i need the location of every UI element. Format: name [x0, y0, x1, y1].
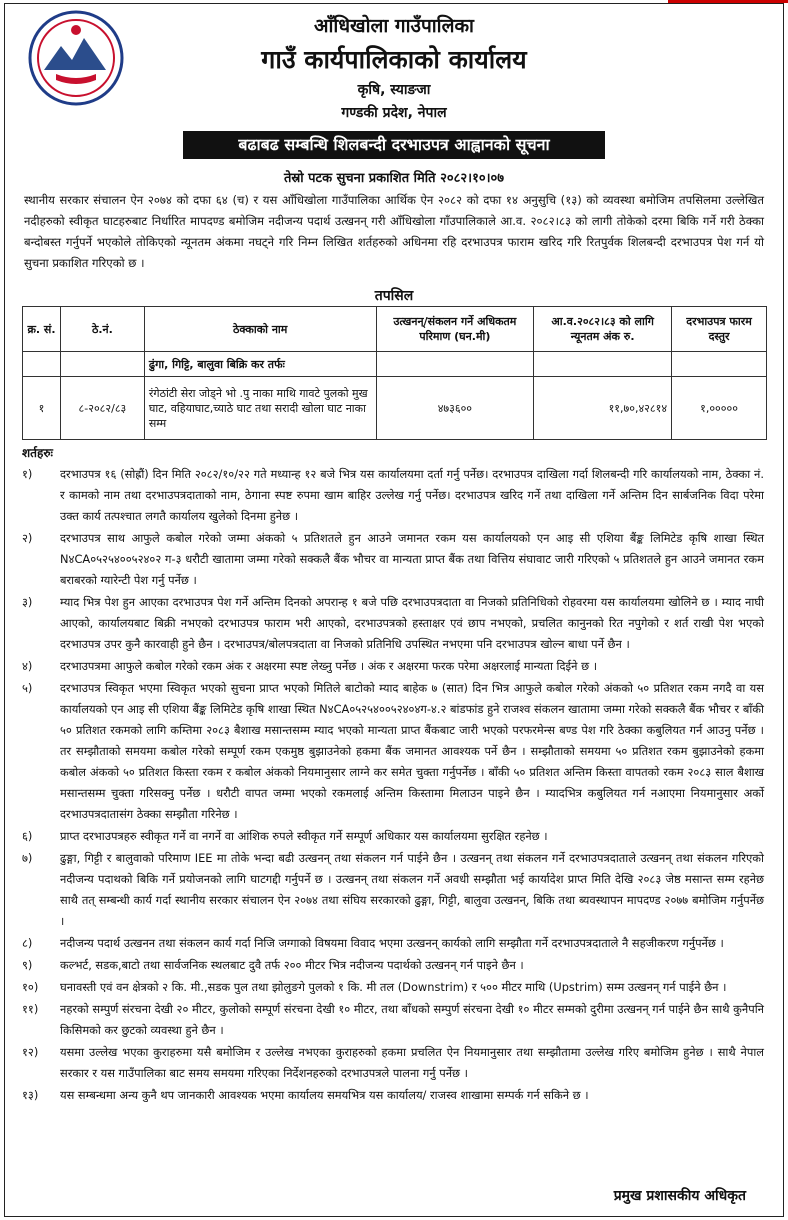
cell-max-quantity: ४७३६०० [376, 377, 534, 440]
header-form-fee: दरभाउपत्र फारम दस्तुर [672, 307, 767, 352]
term-text: दरभाउपत्रमा आफुले कबोल गरेको रकम अंक र अक्षरमा स्पष्ट लेख्नु पर्नेछ । अंक र अक्षरमा फरक परेमा अक्षरलाई मान्यता दिईने छ । [60, 659, 598, 673]
term-text: दरभाउपत्र १६ (सोह्रौं) दिन मिति २०८२/१०/२२ गते मध्यान्ह १२ बजे भित्र यस कार्यालयमा दर्ता गर्नु पर्नेछ। दरभाउपत्र दाखिला गर्दा शिलबन्दी गरि कार्यालयको नाम, ठेक्का नं. र कामको नाम तथा दरभाउपत्रदाताको नाम, ठेगाना स्पष्ट रुपमा खाम बाहिर उल्लेख गर्नु पर्नेछ। दरभाउपत्र खरिद गर्ने तथा दाखिला गर्ने अन्तिम दिन सार्बजनिक विदा परेमा उक्त कार्य तत्पश्चात लगतै कार्यालय खुलेको दिनमा हुनेछ । [60, 467, 764, 523]
term-item [22, 977, 764, 998]
term-text: यसमा उल्लेख भएका कुराहरुमा यसै बमोजिम र उल्लेख नभएका कुराहरुको हकमा प्रचलित ऐन नियमानुसार तथा सम्झौतामा उल्लेख गरिए बमोजिम हुनेछ । साथै नेपाल सरकार र यस गाउँपालिका बाट समय समयमा गरिएका निर्देशनहरुको दरभाउपत्रले पालना गर्नु पर्नेछ । [60, 1045, 764, 1080]
term-number: ८) [22, 936, 33, 950]
province-name: गण्डकी प्रदेश, नेपाल [341, 105, 447, 121]
term-item [22, 678, 764, 825]
office-name: गाउँ कार्यपालिकाको कार्यालय [261, 45, 527, 74]
term-number: ७) [22, 851, 33, 865]
table-row [23, 377, 767, 440]
term-text: म्याद भित्र पेश हुन आएका दरभाउपत्र पेश गर्ने अन्तिम दिनको अपरान्ह १ बजे पछि दरभाउपत्रदाता वा निजको प्रतिनिधिको रोहवरमा यस कार्यालयमा खोलिने छ । म्याद नाघी आएको, कार्यालयबाट बिक्री नभएको दरभाउपत्र फाराम भरी आएको, दरभाउपत्रको हस्ताक्षर एवं छाप नभएको, प्रचलित कानुनको रित नपुगेको र शर्त राखी पेश भएको दरभाउपत्र उपर कुनै कारवाही हुने छैन । दरभाउपत्र/बोलपत्रदाता वा निजको प्रतिनिधि उपस्थित नभएमा पनि दरभाउपत्र खोल्न बाधा पर्ने छैन । [60, 595, 764, 651]
term-text: यस सम्बन्धमा अन्य कुनै थप जानकारी आवश्यक भएमा कार्यालय समयभित्र यस कार्यालय/ राजस्व शाखामा सम्पर्क गर्न सकिने छ । [60, 1088, 589, 1102]
terms-heading: शर्तहरुः [22, 446, 53, 460]
term-item [22, 826, 764, 847]
header-min-amount: आ.व.२०८२।८३ को लागि न्यूनतम अंक रु. [534, 307, 672, 352]
term-number: ४) [22, 659, 33, 673]
term-number: २) [22, 531, 33, 545]
cell-contract-name: रंगेठांटी सेरा जोड्ने भो .पु नाका माथि गावटे पुलको मुख घाट, वहियाघाट,च्याठे घाट तथा सरादी खोला घाट नाका सम्म [144, 377, 376, 440]
term-number: १) [22, 467, 33, 481]
term-item [22, 464, 764, 527]
header-contract-name: ठेक्काको नाम [144, 307, 376, 352]
cell-contract-no: ८-२०८२/८३ [60, 377, 144, 440]
signatory-title: प्रमुख प्रशासकीय अधिकृत [613, 1188, 746, 1204]
table-title: तपसिल [374, 288, 414, 304]
term-text: नदीजन्य पदार्थ उत्खनन तथा संकलन कार्य गर्दा निजि जग्गाको विषयमा विवाद भएमा उत्खनन् कार्यको लागि सम्झौता गर्ने दरभाउपत्रदाताले नै सहजीकरण गर्नुपर्नेछ । [60, 936, 724, 950]
term-text: ढुङ्गा, गिट्टी र बालुवाको परिमाण IEE मा तोके भन्दा बढी उत्खनन् तथा संकलन गर्न पाईने छैन । उत्खनन् तथा संकलन गर्ने दरभाउपत्रदाताले उत्खनन् तथा संकलन गरिएको नदीजन्य पदाथको बिकि गर्ने प्रयोजनको लागि घाटगद्दी गर्नुपर्ने छ । उत्खनन् तथा संकलन गर्ने अवधी सम्झौता भई कार्यादेश प्राप्त मिति देखि २०८३ जेष्ठ मसान्त सम्म रहनेछ साथै तत् सम्बन्धी कार्य गर्दा स्थानीय सरकार संचालन ऐन २०७४ तथा संघिय सरकारको ढुङ्गा, गिट्टी, बालुवा उत्खनन्, बिकि तथा ब्यवस्थापन मापदण्ड २०७७ बमोजिम गर्नुपर्नेछ । [60, 851, 764, 928]
term-item [22, 933, 764, 954]
table-header-row [23, 307, 767, 352]
term-text: नहरको सम्पुर्ण संरचना देखी २० मीटर, कुलोको सम्पूर्ण संरचना देखी १० मीटर, तथा बाँधको सम्पुर्ण संरचना देखी १० मीटर सम्मको दुरीमा उत्खनन् गर्न पाईने छैन साथै कुनैपनि किसिमको कर छुटको व्यवस्था हुने छैन । [60, 1002, 764, 1037]
term-number: ९) [22, 958, 33, 972]
term-text: दरभाउपत्र स्विकृत भएमा स्विकृत भएको सुचना प्राप्त भएको मितिले बाटोको म्याद बाहेक ७ (सात) दिन भित्र आफुले कबोल गरेको अंकको ५० प्रतिशत रकम नगदै वा यस कार्यालयको एन आइ सी एशिया बैंङ्क लिमिटेड कृषि शाखा स्थित N४CA०५२५४००५२४०४ग-४.२ बांडफांड हुने राजश्व संकलन खातामा जम्मा गरेको सक्कलै बैंक भौचर र बाँकी ५० प्रतिशत रकमको लागि कम्तिमा २०८३ बैशाख मसान्तसम्म म्याद भएको मान्यता प्राप्त बैंकबाट जारी भएको परफरमेन्स बण्ड पेश गरि ठेक्का कबुलियत गर्न आउनु पर्नेछ । तर सम्झौताको समयमा कबोल गरेको सम्पूर्ण रकम एकमुष्ठ बुझाउनेको हकमा बैंक जमानत आवश्यक पर्ने छैन । सम्झौताको समयमा ५० प्रतिशत रकम बुझाउनेको हकमा कबोल अंकको ५० प्रतिशत किस्ता रकम र कबोल अंकको नियमानुसार लाग्ने कर समेत चुक्ता गर्नुपर्नेछ । बाँकी ५० प्रतिशत अन्तिम किस्ता वापतको रकम २०८३ साल बैशाख मसान्तसम्म चुक्ता गरिसक्नु पर्नेछ । धरौटी वापत जम्मा भएको रकमलाई अन्तिम किस्तामा मिलाउन पाइने छैन । म्यादभित्र कबुलियत गर्न नआएमा नियमानुसार अर्को दरभाउपत्रदातासंग ठेक्का सम्झौता गरिनेछ । [60, 681, 764, 821]
term-number: ६) [22, 829, 33, 843]
term-number: ५) [22, 681, 33, 695]
term-number: १३) [22, 1088, 39, 1102]
municipality-name: आँधिखोला गाउँपालिका [314, 15, 474, 37]
office-location: कृषि, स्याङजा [357, 82, 431, 98]
term-number: ३) [22, 595, 33, 609]
publish-date: तेस्रो पटक सुचना प्रकाशित मिति २०८२।१०।०७ [283, 171, 505, 186]
terms-list [22, 464, 764, 1107]
notice-title-banner: बढाबढ सम्बन्धि शिलबन्दी दरभाउपत्र आह्वानको सूचना [183, 131, 605, 159]
header-contract-no: ठे.नं. [60, 307, 144, 352]
term-item [22, 656, 764, 677]
intro-paragraph: स्थानीय सरकार संचालन ऐन २०७४ को दफा ६४ (च) र यस आँधिखोला गाउँपालिका आर्थिक ऐन २०८२ को दफा १४ अनुसुचि (१३) को व्यवस्था बमोजिम तपसिलमा उल्लेखित नदीहरुको स्वीकृत घाटहरुबाट निर्धारित मापदण्ड बमोजिम नदीजन्य पदार्थ उत्खनन् गरी आँधिखोला गाँउपालिकाले आ.व. २०८२।८३ को लागी तोकेको दरमा बिकि गर्ने गरी ठेक्का बन्दोबस्त गर्नुपर्ने भएकोले तोकिएको न्यूनतम अंकमा नघट्ने गरि निम्न लिखित शर्तहरुको अधिनमा रहि दरभाउपत्र फाराम खरिद गरि रितपुर्वक शिलबन्दी दरभाउपत्र पेश गर्न यो सुचना प्रकाशित गरिएको छ । [24, 193, 764, 270]
term-item [22, 528, 764, 591]
term-item [22, 999, 764, 1041]
term-text: दरभाउपत्र साथ आफुले कबोल गरेको जम्मा अंकको ५ प्रतिशतले हुन आउने जमानत रकम यस कार्यालयको एन आइ सी एशिया बैंङ्क लिमिटेड कृषि शाखा स्थित N४CA०५२५४००५२४०२ ग-३ धरौटी खातामा जम्मा गरेको सक्कलै बैंक भौचर वा मान्यता प्राप्त बैंक तथा वित्तिय संघावाट जारी गरिएको ५ प्रतिशतले हुन आउने जमानत रकम बराबरको ग्यारेन्टी पेश गर्नु पर्नेछ । [60, 531, 764, 587]
term-text: कल्भर्ट, सडक,बाटो तथा सार्वजनिक स्थलबाट दुवै तर्फ २०० मीटर भित्र नदीजन्य पदार्थको उत्खनन् गर्न पाइने छैन । [60, 958, 524, 972]
term-text: घनावस्ती एवं वन क्षेत्रको २ कि. मी.,सडक पुल तथा झोलुङगे पुलको १ कि. मी तल (Downstrim) र ५०० मीटर माथि (Upstrim) सम्म उत्खनन् गर्न पाईने छैन । [60, 980, 727, 994]
term-number: ११) [22, 1002, 39, 1016]
term-item [22, 955, 764, 976]
category-label: ढुंगा, गिट्टि, बालुवा बिक्रि कर तर्फः [144, 352, 376, 377]
contract-table [22, 306, 767, 440]
term-item [22, 592, 764, 655]
header-max-quantity: उत्खनन्/संकलन गर्ने अधिकतम परिमाण (घन.मी) [376, 307, 534, 352]
term-number: १२) [22, 1045, 39, 1059]
category-row [23, 352, 767, 377]
header-sn: क्र. सं. [23, 307, 61, 352]
term-text: प्राप्त दरभाउपत्रहरु स्वीकृत गर्ने वा नगर्ने वा आंशिक रुपले स्वीकृत गर्ने सम्पूर्ण अधिकार यस कार्यालयमा सुरक्षित रहनेछ । [60, 829, 548, 843]
cell-min-amount: ११,७०,४२८१४ [534, 377, 672, 440]
cell-sn: १ [23, 377, 61, 440]
term-item [22, 1085, 764, 1106]
term-item [22, 848, 764, 932]
cell-form-fee: १,००००० [672, 377, 767, 440]
term-item [22, 1042, 764, 1084]
term-number: १०) [22, 980, 39, 994]
